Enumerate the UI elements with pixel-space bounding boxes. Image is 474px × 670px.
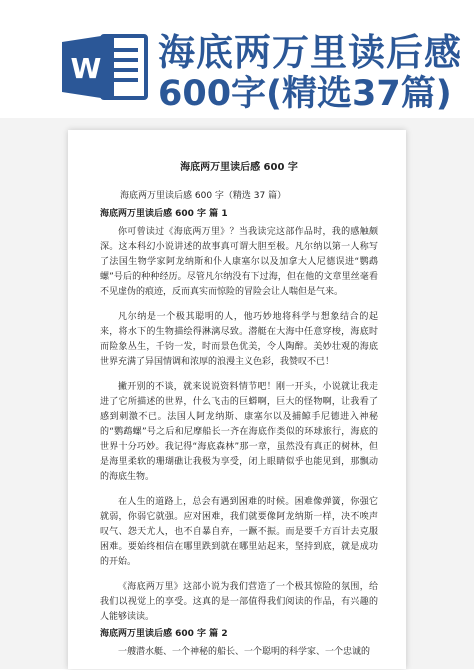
- document-title: 海底两万里读后感 600 字: [180, 162, 298, 173]
- section-heading-1: 海底两万里读后感 600 字 篇 1: [100, 209, 228, 219]
- paragraph-6: 一艘潜水艇、一个神秘的船长、一个聪明的科学家、一个忠诚的: [118, 647, 371, 657]
- word-document-icon: [62, 34, 148, 100]
- banner: [0, 0, 474, 120]
- paragraph-2: 凡尔纳是一个极其聪明的人，他巧妙地将科学与想象结合的起来，将水下的生物描绘得淋漓尽致。潜艇在大海中任意穿梭，海底时而险象丛生，千钧一发，时而景色优美，令人陶醉。美妙壮观的海底世界充满了异国情调和浓厚的浪漫主义色彩，我赞叹不已！: [100, 312, 378, 367]
- section-heading-2: 海底两万里读后感 600 字 篇 2: [100, 629, 228, 639]
- paragraph-1: 你可曾读过《海底两万里》？当我读完这部作品时，我的感触颇深。这本科幻小说讲述的故事真可谓大胆至极。凡尔纳以第一人称写了法国生物学家阿龙纳斯和仆人康塞尔以及加拿大人尼德误进“鹦鹉螺”号后的种种经历。尽管凡尔纳没有下过海，但在他的文章里丝毫看不见虚伪的痕迹，反而真实而惊险的冒险会让人喘但是气来。: [100, 227, 378, 297]
- document-subtitle: 海底两万里读后感 600 字（精选 37 篇）: [120, 191, 287, 201]
- paragraph-5: 《海底两万里》这部小说为我们营造了一个极其惊险的氛围，给我们以视觉上的享受。这真的是一部值得我们阅读的作品，有兴趣的人能够读读。: [100, 582, 378, 622]
- banner-title-line1: 海底两万里读后感: [158, 31, 462, 74]
- banner-title-line2: 600字(精选37篇): [158, 74, 452, 114]
- word-icon-letter: W: [70, 52, 102, 85]
- paragraph-4: 在人生的道路上，总会有遇到困难的时候。困难像弹簧，你强它就弱，你弱它就强。应对困难，我们就要像阿龙纳斯一样，决不唉声叹气、怨天尤人，也不自暴自弃，一蹶不振。而是要千方百计去克服困难。要始终相信在哪里跌到就在哪里站起来，坚持到底，就是成功的开始。: [100, 497, 378, 567]
- paragraph-3: 撇开别的不谈，就来说说资料情节吧！刚一开头，小说就让我走进了它所描述的世界，什么飞击的巨蟒啊，巨大的怪物啊，让我看了感到刺激不已。法国人阿龙纳斯、康塞尔以及捕鲸手尼德进入神秘的“鹦鹉螺”号之后和尼摩船长一齐在海底作类似的环球旅行，海底的世界十分巧妙。我记得“海底森林”那一章，虽然没有真正的树林，但是海里柔软的珊瑚礁让我极为享受，闭上眼睛似乎也能见到，那飘动的海底生物。: [100, 382, 378, 482]
- document-content: [100, 160, 378, 670]
